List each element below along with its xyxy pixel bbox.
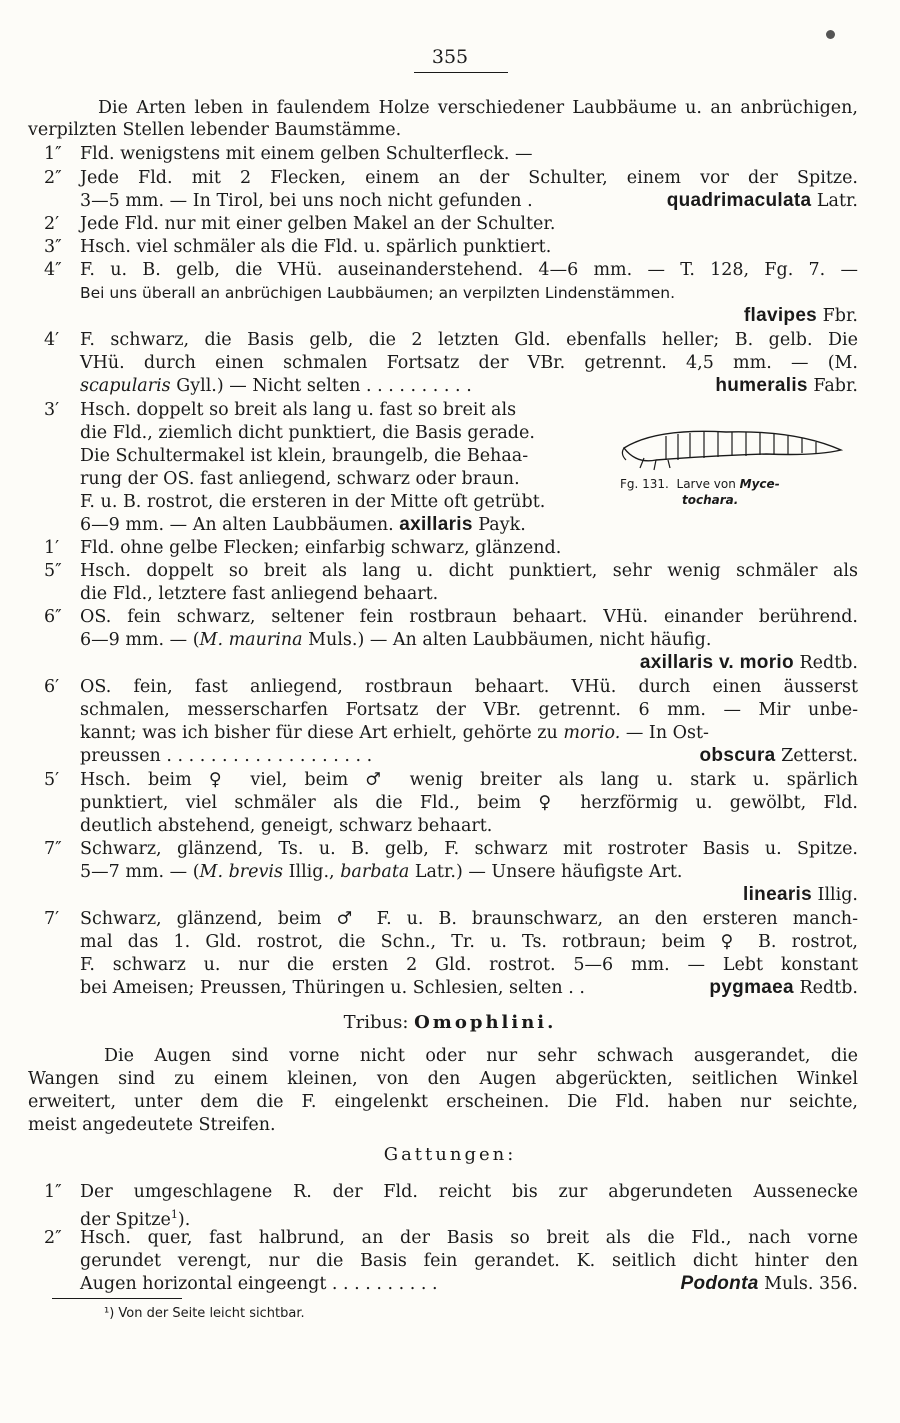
key-couplet-4b: 4′ F. schwarz, die Basis gelb, die 2 letzten Gld. ebenfalls heller; B. gelb. Die <box>44 330 858 350</box>
species-name: axillaris <box>399 514 473 535</box>
gattungen-heading: Gattungen: <box>383 1144 517 1165</box>
species-name: linearis <box>743 884 812 905</box>
intro-line: verpilzten Stellen lebender Baumstämme. <box>28 120 402 140</box>
key-couplet-7b: 7′ Schwarz, glänzend, beim ♂ F. u. B. braunschwarz, an den ersteren manch- <box>44 909 858 929</box>
species-name: flavipes <box>743 305 818 326</box>
key-couplet-2b: 2′ Jede Fld. nur mit einer gelben Makel an der Schulter. <box>44 214 556 234</box>
key-couplet-6b-cont2: kannt; was ich bisher für diese Art erhielt, gehörte zu morio. — In Ost- <box>80 723 709 743</box>
key-couplet-6b: 6′ OS. fein, fast anliegend, rostbraun behaart. VHü. durch einen äusserst <box>44 677 858 697</box>
key-couplet-1a: 1″ Fld. wenigstens mit einem gelben Schulterfleck. — <box>44 144 533 164</box>
key-couplet-7b-species: bei Ameisen; Preussen, Thüringen u. Schlesien, selten . . pygmaea Redtb. <box>80 977 858 998</box>
key-couplet-4a: 4″ F. u. B. gelb, die VHü. auseinanderstehend. 4—6 mm. — T. 128, Fg. 7. — <box>44 260 858 280</box>
key-couplet-3b: 3′ Hsch. doppelt so breit als lang u. fast so breit als <box>44 400 517 420</box>
intro-line: Die Arten leben in faulendem Holze verschiedener Laubbäume u. an anbrüchigen, <box>98 98 858 118</box>
page-number-rule <box>414 72 508 73</box>
tribus-paragraph: erweitert, unter dem die F. eingelenkt erscheinen. Die Fld. haben nur seichte, <box>28 1092 858 1112</box>
genus-key-2a-species: Augen horizontal eingeengt . . . . . . . . . . Podonta Muls. 356. <box>80 1273 858 1294</box>
corner-mark <box>826 30 835 39</box>
key-couplet-4a-cont: Bei uns überall an anbrüchigen Laubbäumen; an verpilzten Lindenstämmen. <box>80 284 675 302</box>
key-couplet-7a-species: linearis Illig. <box>743 884 858 905</box>
key-couplet-3b-line: Die Schultermakel ist klein, braungelb, die Behaa- <box>80 446 529 466</box>
page-number: 355 <box>431 46 469 68</box>
species-name: pygmaea <box>709 977 794 998</box>
footnote: ¹) Von der Seite leicht sichtbar. <box>104 1306 305 1321</box>
key-couplet-6a: 6″ OS. fein schwarz, seltener fein rostbraun behaart. VHü. einander berührend. <box>44 607 858 627</box>
figure-caption: Fg. 131. Larve von Myce- tochara. <box>620 477 780 507</box>
key-couplet-5b: 5′ Hsch. beim ♀ viel, beim ♂ wenig breiter als lang u. stark u. spärlich <box>44 770 858 790</box>
key-couplet-5b-cont: punktiert, viel schmäler als die Fld., beim ♀ herzförmig u. gewölbt, Fld. <box>80 793 858 813</box>
key-couplet-2a: 2″ Jede Fld. mit 2 Flecken, einem an der Schulter, einem vor der Spitze. <box>44 168 858 188</box>
footnote-rule <box>52 1298 182 1299</box>
key-couplet-6a-species: axillaris v. morio Redtb. <box>639 652 858 673</box>
species-name: humeralis <box>715 375 808 396</box>
key-couplet-7a: 7″ Schwarz, glänzend, Ts. u. B. gelb, F. schwarz mit rostroter Basis u. Spitze. <box>44 839 858 859</box>
key-couplet-3b-line: F. u. B. rostrot, die ersteren in der Mitte oft getrübt. <box>80 492 546 512</box>
key-couplet-3b-line: rung der OS. fast anliegend, schwarz oder braun. <box>80 469 520 489</box>
key-couplet-3a: 3″ Hsch. viel schmäler als die Fld. u. spärlich punktiert. <box>44 237 552 257</box>
species-name: quadrimaculata <box>666 190 812 211</box>
key-couplet-5a-cont: die Fld., letztere fast anliegend behaart. <box>80 584 439 604</box>
key-couplet-6b-species: preussen . . . . . . . . . . . . . . . . . . . obscura Zetterst. <box>80 745 858 766</box>
genus-key-2a: 2″ Hsch. quer, fast halbrund, an der Basis so breit als die Fld., nach vorne <box>44 1228 858 1248</box>
genus-key-2a-cont: gerundet verengt, nur die Basis fein gerandet. K. seitlich dicht hinter den <box>80 1251 858 1271</box>
key-couplet-6a-cont: 6—9 mm. — (M. maurina Muls.) — An alten Laubbäumen, nicht häufig. <box>80 630 712 650</box>
tribus-paragraph: meist angedeutete Streifen. <box>28 1115 276 1135</box>
key-couplet-4a-species: flavipes Fbr. <box>743 305 858 326</box>
genus-key-1a-cont: der Spitze$^1$). <box>80 1208 191 1230</box>
genus-name: Podonta <box>680 1273 759 1294</box>
key-couplet-7b-cont2: F. schwarz u. nur die ersten 2 Gld. rostrot. 5—6 mm. — Lebt konstant <box>80 955 858 975</box>
key-couplet-3b-line: die Fld., ziemlich dicht punktiert, die Basis gerade. <box>80 423 535 443</box>
key-couplet-4b-cont2: scapularis Gyll.) — Nicht selten . . . . . . . . . . humeralis Fabr. <box>80 375 858 396</box>
key-couplet-7b-cont: mal das 1. Gld. rostrot, die Schn., Tr. u. Ts. rotbraun; beim ♀ B. rostrot, <box>80 932 858 952</box>
key-couplet-3b-species: 6—9 mm. — An alten Laubbäumen. axillaris Payk. <box>80 514 526 535</box>
key-couplet-4b-cont: VHü. durch einen schmalen Fortsatz der VBr. getrennt. 4,5 mm. — (M. <box>80 353 858 373</box>
genus-key-1a: 1″ Der umgeschlagene R. der Fld. reicht bis zur abgerundeten Aussenecke <box>44 1182 858 1202</box>
key-couplet-5a: 5″ Hsch. doppelt so breit als lang u. dicht punktiert, sehr wenig schmäler als <box>44 561 858 581</box>
tribus-paragraph: Die Augen sind vorne nicht oder nur sehr schwach ausgerandet, die <box>104 1046 858 1066</box>
key-couplet-6b-cont: schmalen, messerscharfen Fortsatz der VBr. getrennt. 6 mm. — Mir unbe- <box>80 700 858 720</box>
key-couplet-5b-cont2: deutlich abstehend, geneigt, schwarz behaart. <box>80 816 493 836</box>
species-name: axillaris v. morio <box>639 652 794 673</box>
species-name: obscura <box>699 745 776 766</box>
tribus-paragraph: Wangen sind zu einem kleinen, von den Augen abgerückten, seitlichen Winkel <box>28 1069 858 1089</box>
key-couplet-1b: 1′ Fld. ohne gelbe Flecken; einfarbig schwarz, glänzend. <box>44 538 562 558</box>
tribus-heading: Tribus: Omophlini. <box>343 1012 557 1033</box>
key-couplet-2a-cont: 3—5 mm. — In Tirol, bei uns noch nicht gefunden . quadrimaculata Latr. <box>80 190 858 211</box>
key-couplet-7a-cont: 5—7 mm. — (M. brevis Illig., barbata Latr.) — Unsere häufigste Art. <box>80 862 683 882</box>
